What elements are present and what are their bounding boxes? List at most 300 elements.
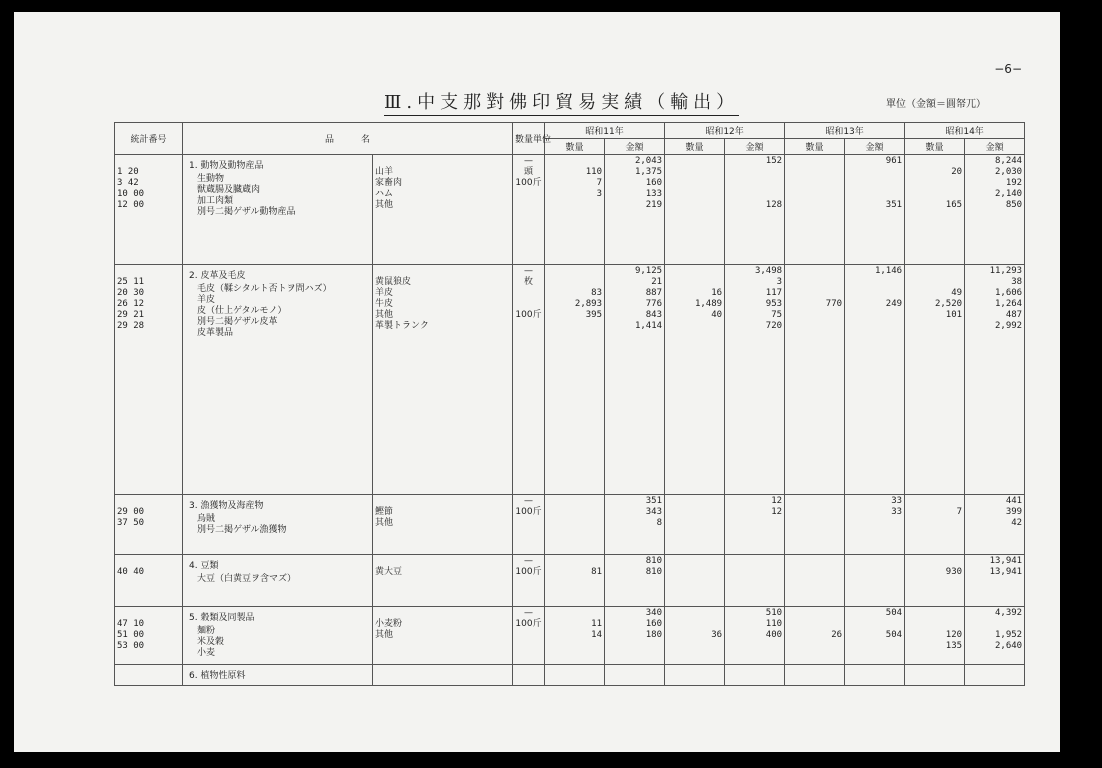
item-unit: 100斤 xyxy=(515,507,542,517)
item-value: 1,952 xyxy=(994,630,1023,640)
page-title: Ⅲ.中支那對佛印貿易実績（輸出） xyxy=(384,88,739,116)
unit-cell xyxy=(513,495,545,555)
name-cell xyxy=(183,495,373,555)
item-value xyxy=(727,178,782,189)
item-value: 165 xyxy=(945,200,963,210)
item-value: 770 xyxy=(825,299,843,309)
item-value: 36 xyxy=(711,630,723,640)
item-value: 843 xyxy=(645,310,663,320)
section-total: 961 xyxy=(885,156,903,166)
item-name: 皮（仕上ゲタルモノ） xyxy=(197,306,287,316)
value-cell xyxy=(965,607,1025,665)
item-value xyxy=(667,200,722,211)
section-total xyxy=(787,556,842,567)
spacer-line xyxy=(117,496,180,507)
item-value: 133 xyxy=(645,189,663,199)
item-value xyxy=(547,277,602,288)
item-desc: 其他 xyxy=(375,310,394,320)
item-value: 128 xyxy=(765,200,783,210)
section-total: 13,941 xyxy=(989,556,1023,566)
item-unit: 頭 xyxy=(524,167,534,177)
col-year2: 昭和12年 xyxy=(665,123,785,139)
section-row xyxy=(115,155,1025,265)
item-value: 400 xyxy=(765,630,783,640)
value-cell xyxy=(605,665,665,686)
item-value xyxy=(727,189,782,200)
item-code: 25 11 xyxy=(117,277,145,287)
section-unit-dash: — xyxy=(524,266,534,276)
col-year1: 昭和11年 xyxy=(545,123,665,139)
section-total xyxy=(547,666,602,677)
section-total xyxy=(907,608,962,619)
item-value: 1,414 xyxy=(634,321,663,331)
section-total xyxy=(847,556,902,567)
unit-cell xyxy=(513,555,545,607)
item-value xyxy=(667,167,722,178)
section-total xyxy=(667,266,722,277)
item-value xyxy=(847,277,902,288)
item-value xyxy=(847,167,902,178)
name-cell xyxy=(183,265,373,495)
item-name: 烏賊 xyxy=(197,514,216,524)
item-value xyxy=(787,310,842,321)
value-cell xyxy=(545,607,605,665)
section-total: 4,392 xyxy=(994,608,1023,618)
item-value: 850 xyxy=(1005,200,1023,210)
item-value: 887 xyxy=(645,288,663,298)
item-name: 獣蔵腸及臓蔵肉 xyxy=(197,185,261,195)
value-cell xyxy=(665,265,725,495)
item-unit xyxy=(515,630,542,641)
item-value: 399 xyxy=(1005,507,1023,517)
section-total: 12 xyxy=(771,496,783,506)
item-value xyxy=(727,641,782,652)
section-unit-dash: — xyxy=(524,556,534,566)
item-code: 10 00 xyxy=(117,189,145,199)
item-value: 3 xyxy=(596,189,603,199)
item-value: 14 xyxy=(591,630,603,640)
item-unit xyxy=(515,189,542,200)
item-value: 343 xyxy=(645,507,663,517)
item-value xyxy=(907,178,962,189)
item-value: 120 xyxy=(945,630,963,640)
value-cell xyxy=(605,265,665,495)
value-cell xyxy=(845,155,905,265)
value-cell xyxy=(785,607,845,665)
value-cell xyxy=(845,495,905,555)
section-total xyxy=(907,556,962,567)
item-code: 29 28 xyxy=(117,321,145,331)
item-value: 180 xyxy=(645,630,663,640)
item-code: 51 00 xyxy=(117,630,145,640)
value-cell xyxy=(905,555,965,607)
item-value: 75 xyxy=(771,310,783,320)
item-desc: 鰹節 xyxy=(375,507,394,517)
value-cell xyxy=(725,495,785,555)
item-value xyxy=(667,641,722,652)
value-cell xyxy=(905,607,965,665)
item-value: 7 xyxy=(596,178,603,188)
section-title: 6. 植物性原料 xyxy=(189,671,246,681)
item-value xyxy=(727,567,782,578)
value-cell xyxy=(725,155,785,265)
item-code: 29 00 xyxy=(117,507,145,517)
col-qty: 數量 xyxy=(665,139,725,155)
item-code: 37 50 xyxy=(117,518,145,528)
item-name: 羊皮 xyxy=(197,295,216,305)
item-code: 12 00 xyxy=(117,200,145,210)
item-value xyxy=(847,178,902,189)
section-title: 5. 穀類及同製品 xyxy=(189,613,255,623)
item-unit: 100斤 xyxy=(515,619,542,629)
section-total xyxy=(547,556,602,567)
item-value: 26 xyxy=(831,630,843,640)
page-number: −6− xyxy=(994,62,1022,76)
item-code: 29 21 xyxy=(117,310,145,320)
item-value: 42 xyxy=(1011,518,1023,528)
section-title: 2. 皮革及毛皮 xyxy=(189,271,246,281)
item-value: 1,375 xyxy=(634,167,663,177)
item-value: 83 xyxy=(591,288,603,298)
section-total: 8,244 xyxy=(994,156,1023,166)
value-cell xyxy=(605,155,665,265)
section-total: 1,146 xyxy=(874,266,903,276)
unit-cell xyxy=(513,665,545,686)
col-amt: 金額 xyxy=(845,139,905,155)
item-unit xyxy=(515,288,542,299)
value-cell xyxy=(665,155,725,265)
value-cell xyxy=(605,495,665,555)
section-total xyxy=(907,666,962,677)
item-name: 加工肉類 xyxy=(197,196,234,206)
section-total: 9,125 xyxy=(634,266,663,276)
col-unit: 數量単位 xyxy=(513,123,545,155)
item-value: 101 xyxy=(945,310,963,320)
code-cell xyxy=(115,265,183,495)
item-value: 2,140 xyxy=(994,189,1023,199)
item-value: 11 xyxy=(591,619,603,629)
item-desc: 小麦粉 xyxy=(375,619,403,629)
item-value: 2,520 xyxy=(934,299,963,309)
item-value: 117 xyxy=(765,288,783,298)
value-cell xyxy=(905,265,965,495)
value-cell xyxy=(605,555,665,607)
item-value: 2,030 xyxy=(994,167,1023,177)
section-row xyxy=(115,665,1025,686)
item-code: 20 30 xyxy=(117,288,145,298)
section-unit-dash: — xyxy=(524,608,534,618)
section-total xyxy=(667,666,722,677)
desc-cell xyxy=(373,495,513,555)
value-cell xyxy=(665,665,725,686)
section-row xyxy=(115,555,1025,607)
section-row xyxy=(115,265,1025,495)
item-value: 1,489 xyxy=(694,299,723,309)
code-cell xyxy=(115,495,183,555)
section-total xyxy=(907,156,962,167)
section-title: 1. 動物及動物産品 xyxy=(189,161,264,171)
section-total: 3,498 xyxy=(754,266,783,276)
item-value xyxy=(667,277,722,288)
section-title: 4. 豆類 xyxy=(189,561,219,571)
value-cell xyxy=(905,495,965,555)
unit-note: 單位（金額＝圓帑兀） xyxy=(886,99,986,110)
item-value: 40 xyxy=(711,310,723,320)
desc-cell xyxy=(373,607,513,665)
item-value xyxy=(787,641,842,652)
col-code: 統計番号 xyxy=(115,123,183,155)
item-value: 110 xyxy=(585,167,603,177)
code-cell xyxy=(115,555,183,607)
item-unit: 枚 xyxy=(524,277,534,287)
section-total: 340 xyxy=(645,608,663,618)
item-value: 12 xyxy=(771,507,783,517)
section-total: 351 xyxy=(645,496,663,506)
item-value xyxy=(667,619,722,630)
section-total xyxy=(607,666,662,677)
item-value: 2,893 xyxy=(574,299,603,309)
value-cell xyxy=(845,555,905,607)
item-code: 40 40 xyxy=(117,567,145,577)
item-value xyxy=(787,277,842,288)
section-total: 11,293 xyxy=(989,266,1023,276)
item-value: 135 xyxy=(945,641,963,651)
item-value xyxy=(847,567,902,578)
section-total xyxy=(787,156,842,167)
item-value xyxy=(847,518,902,529)
item-name: 別号二掲ゲザル皮革 xyxy=(197,317,278,327)
unit-cell xyxy=(513,155,545,265)
col-name: 品 名 xyxy=(183,123,513,155)
item-value xyxy=(787,518,842,529)
value-cell xyxy=(725,607,785,665)
value-cell xyxy=(965,495,1025,555)
section-total xyxy=(727,666,782,677)
spacer-line xyxy=(375,496,510,507)
value-cell xyxy=(845,665,905,686)
item-name: 麺粉 xyxy=(197,626,216,636)
value-cell xyxy=(785,665,845,686)
item-unit xyxy=(515,299,542,310)
value-cell xyxy=(605,607,665,665)
section-total xyxy=(667,156,722,167)
document-page xyxy=(14,12,1060,752)
col-qty: 數量 xyxy=(545,139,605,155)
value-cell xyxy=(965,155,1025,265)
item-name: 皮革製品 xyxy=(197,328,234,338)
item-value xyxy=(667,178,722,189)
item-value xyxy=(907,189,962,200)
item-unit: 100斤 xyxy=(515,310,542,320)
section-total xyxy=(787,266,842,277)
section-total: 510 xyxy=(765,608,783,618)
section-total xyxy=(547,608,602,619)
item-value: 81 xyxy=(591,567,603,577)
item-value xyxy=(847,641,902,652)
item-value xyxy=(907,619,962,630)
item-value xyxy=(547,507,602,518)
item-value xyxy=(787,619,842,630)
item-unit: 100斤 xyxy=(515,178,542,188)
item-desc: 羊皮 xyxy=(375,288,394,298)
item-value: 351 xyxy=(885,200,903,210)
item-value xyxy=(727,518,782,529)
item-value: 776 xyxy=(645,299,663,309)
item-value: 192 xyxy=(1005,178,1023,188)
section-unit-dash: — xyxy=(524,156,534,166)
item-value xyxy=(847,619,902,630)
item-value xyxy=(787,321,842,332)
item-desc: 其他 xyxy=(375,200,394,210)
section-total xyxy=(787,608,842,619)
code-cell xyxy=(115,155,183,265)
item-name: 大豆（白黄豆ヲ含マズ） xyxy=(197,574,297,584)
value-cell xyxy=(545,265,605,495)
unit-cell xyxy=(513,607,545,665)
trade-table xyxy=(114,122,1025,686)
section-total xyxy=(667,556,722,567)
item-value: 160 xyxy=(645,619,663,629)
value-cell xyxy=(545,665,605,686)
item-desc: 牛皮 xyxy=(375,299,394,309)
col-qty: 數量 xyxy=(905,139,965,155)
spacer-line xyxy=(375,266,510,277)
section-title: 3. 漁獲物及海産物 xyxy=(189,501,264,511)
value-cell xyxy=(785,155,845,265)
value-cell xyxy=(725,555,785,607)
item-desc: 黄大豆 xyxy=(375,567,403,577)
item-value xyxy=(667,507,722,518)
col-amt: 金額 xyxy=(605,139,665,155)
item-value: 3 xyxy=(776,277,783,287)
item-value: 110 xyxy=(765,619,783,629)
item-value: 219 xyxy=(645,200,663,210)
item-unit xyxy=(515,321,542,332)
table-body xyxy=(115,155,1025,686)
item-value xyxy=(907,321,962,332)
item-value: 1,264 xyxy=(994,299,1023,309)
item-code: 26 12 xyxy=(117,299,145,309)
section-total xyxy=(967,666,1022,677)
name-cell xyxy=(183,607,373,665)
spacer-line xyxy=(117,266,180,277)
item-value xyxy=(667,321,722,332)
item-value xyxy=(787,200,842,211)
unit-cell xyxy=(513,265,545,495)
item-value xyxy=(727,167,782,178)
item-value xyxy=(847,288,902,299)
item-value: 504 xyxy=(885,630,903,640)
item-value xyxy=(787,567,842,578)
section-total xyxy=(847,666,902,677)
value-cell xyxy=(665,495,725,555)
col-amt: 金額 xyxy=(965,139,1025,155)
item-value: 2,640 xyxy=(994,641,1023,651)
item-value: 21 xyxy=(651,277,663,287)
item-name: 生動物 xyxy=(197,174,225,184)
item-value: 395 xyxy=(585,310,603,320)
item-name: 別号二掲ゲザル漁獲物 xyxy=(197,525,287,535)
item-value xyxy=(607,641,662,652)
item-value: 7 xyxy=(956,507,963,517)
section-total xyxy=(667,496,722,507)
code-cell xyxy=(115,607,183,665)
spacer-line xyxy=(375,156,510,167)
item-value: 487 xyxy=(1005,310,1023,320)
section-total: 33 xyxy=(891,496,903,506)
item-desc: 其他 xyxy=(375,630,394,640)
section-unit-dash xyxy=(515,666,542,677)
item-value xyxy=(967,619,1022,630)
item-desc: 黄鼠狼皮 xyxy=(375,277,412,287)
value-cell xyxy=(725,665,785,686)
section-total: 810 xyxy=(645,556,663,566)
col-year3: 昭和13年 xyxy=(785,123,905,139)
name-cell xyxy=(183,665,373,686)
section-row xyxy=(115,607,1025,665)
item-value: 720 xyxy=(765,321,783,331)
section-unit-dash: — xyxy=(524,496,534,506)
item-value xyxy=(787,167,842,178)
item-name: 毛皮（鞣シタルト否トヲ問ハズ） xyxy=(197,284,332,294)
value-cell xyxy=(785,265,845,495)
item-value: 930 xyxy=(945,567,963,577)
item-value xyxy=(547,641,602,652)
value-cell xyxy=(845,265,905,495)
item-name: 米及穀 xyxy=(197,637,225,647)
item-unit xyxy=(515,641,542,652)
value-cell xyxy=(545,495,605,555)
item-value xyxy=(547,200,602,211)
item-value xyxy=(667,189,722,200)
spacer-line xyxy=(375,608,510,619)
section-row xyxy=(115,495,1025,555)
name-cell xyxy=(183,155,373,265)
section-total xyxy=(907,266,962,277)
item-desc: 山羊 xyxy=(375,167,394,177)
item-value: 2,992 xyxy=(994,321,1023,331)
value-cell xyxy=(965,265,1025,495)
code-cell xyxy=(115,665,183,686)
desc-cell xyxy=(373,155,513,265)
value-cell xyxy=(665,555,725,607)
name-cell xyxy=(183,555,373,607)
item-code: 53 00 xyxy=(117,641,145,651)
section-total: 152 xyxy=(765,156,783,166)
spacer-line xyxy=(117,556,180,567)
item-value: 13,941 xyxy=(989,567,1023,577)
item-desc: ハム xyxy=(375,189,394,199)
col-qty: 數量 xyxy=(785,139,845,155)
value-cell xyxy=(965,665,1025,686)
item-value: 20 xyxy=(951,167,963,177)
section-total xyxy=(547,156,602,167)
value-cell xyxy=(545,555,605,607)
value-cell xyxy=(725,265,785,495)
desc-cell xyxy=(373,555,513,607)
item-value: 810 xyxy=(645,567,663,577)
value-cell xyxy=(665,607,725,665)
value-cell xyxy=(965,555,1025,607)
spacer-line xyxy=(375,556,510,567)
item-value: 1,606 xyxy=(994,288,1023,298)
item-value xyxy=(547,321,602,332)
item-value: 16 xyxy=(711,288,723,298)
spacer-line xyxy=(117,156,180,167)
item-value xyxy=(787,507,842,518)
item-value xyxy=(847,310,902,321)
spacer-line xyxy=(375,666,510,677)
